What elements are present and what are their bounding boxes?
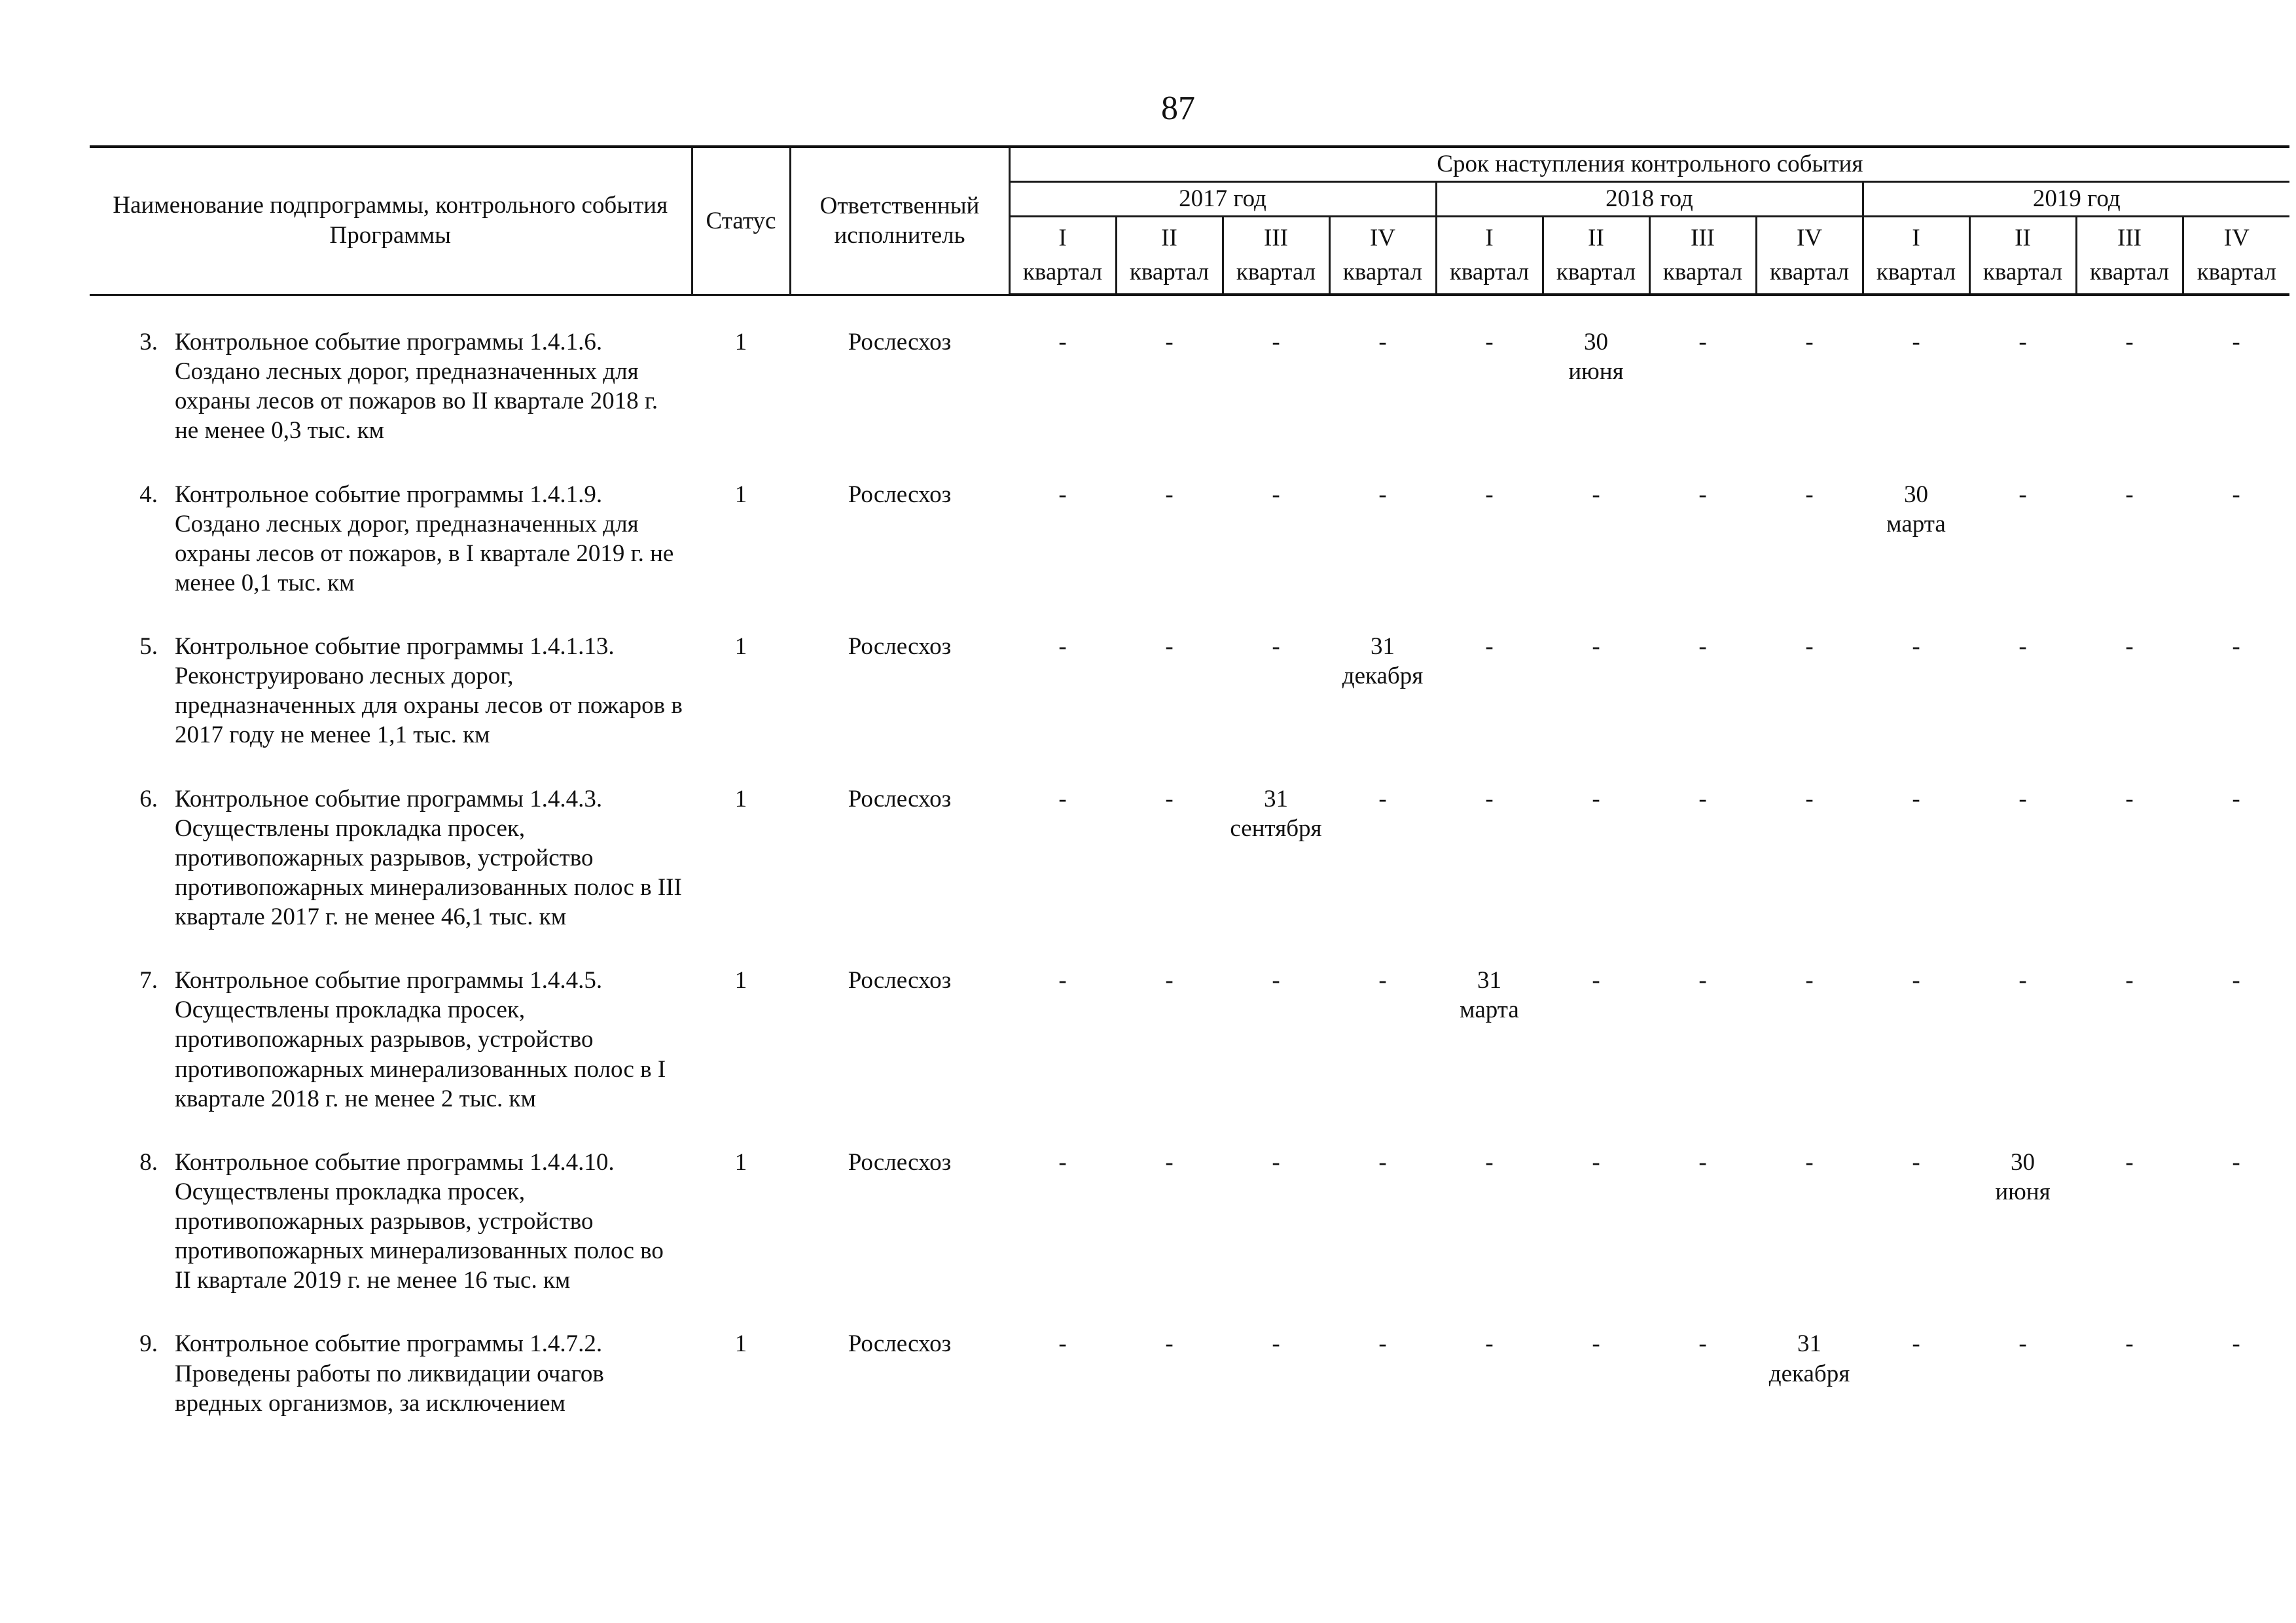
event-name-cell — [90, 966, 692, 1148]
row-number: 3. — [139, 329, 158, 356]
header-quarter-word: квартал — [1969, 255, 2076, 295]
header-quarter-word: квартал — [1543, 255, 1649, 295]
table-body — [90, 295, 2289, 1452]
event-name: Контрольное событие программы 1.4.7.2. Проведены работы по ликвидации очагов вредных организмов, за исключением — [175, 1330, 604, 1417]
executor-cell: Рослесхоз — [848, 329, 952, 356]
empty-dash: - — [2232, 1330, 2240, 1358]
quarter-cell — [2183, 1148, 2289, 1330]
quarter-cell — [1116, 1329, 1223, 1451]
quarter-cell — [2183, 966, 2289, 1148]
row-number: 5. — [139, 633, 158, 660]
empty-dash: - — [1805, 329, 1814, 356]
header-year-2018: 2018 год — [1436, 182, 1863, 217]
status-cell: 1 — [734, 967, 747, 994]
status-cell: 1 — [734, 329, 747, 356]
quarter-cell — [1329, 966, 1436, 1148]
quarter-cell — [1756, 784, 1863, 966]
table-header — [90, 147, 2289, 295]
header-year-2019: 2019 год — [1863, 182, 2289, 217]
quarter-cell — [1436, 327, 1543, 480]
empty-dash: - — [1272, 481, 1280, 508]
quarter-cell — [1756, 632, 1863, 784]
deadline-month: марта — [1460, 996, 1519, 1024]
quarter-cell — [2183, 784, 2289, 966]
table-row — [90, 480, 2289, 632]
quarter-cell — [1009, 1329, 1116, 1451]
status-cell: 1 — [734, 1330, 747, 1358]
empty-dash: - — [2232, 785, 2240, 812]
executor-cell: Рослесхоз — [848, 967, 952, 994]
quarter-cell — [1543, 966, 1649, 1148]
quarter-cell — [1223, 327, 1329, 480]
quarter-cell — [1329, 327, 1436, 480]
empty-dash: - — [2018, 329, 2027, 356]
empty-dash: - — [1058, 481, 1067, 508]
quarter-cell — [1543, 784, 1649, 966]
empty-dash: - — [1058, 967, 1067, 994]
quarter-cell — [1543, 327, 1649, 480]
control-events-table — [90, 145, 2289, 1452]
executor-cell: Рослесхоз — [848, 481, 952, 508]
header-deadline-group: Срок наступления контрольного события — [1009, 147, 2289, 182]
quarter-cell — [2076, 632, 2183, 784]
quarter-cell — [1223, 480, 1329, 632]
empty-dash: - — [1698, 967, 1707, 994]
empty-dash: - — [1485, 1148, 1494, 1176]
deadline-month: декабря — [1768, 1360, 1850, 1387]
empty-dash: - — [2125, 481, 2134, 508]
empty-dash: - — [1378, 1148, 1387, 1176]
header-quarter-number: IV — [2183, 217, 2289, 256]
quarter-cell — [1969, 1148, 2076, 1330]
quarter-cell — [1009, 784, 1116, 966]
empty-dash: - — [2232, 329, 2240, 356]
executor-cell: Рослесхоз — [848, 1330, 952, 1358]
empty-dash: - — [2018, 1330, 2027, 1358]
quarter-cell — [1009, 1148, 1116, 1330]
status-cell: 1 — [734, 633, 747, 660]
empty-dash: - — [1485, 633, 1494, 660]
empty-dash: - — [1698, 785, 1707, 812]
quarter-cell — [1969, 966, 2076, 1148]
header-quarter-word: квартал — [1649, 255, 1756, 295]
deadline-month: июня — [1568, 358, 1624, 386]
header-quarter-word: квартал — [1223, 255, 1329, 295]
event-name: Контрольное событие программы 1.4.4.5. Осуществлены прокладка просек, противопожарных разрывов, устройство противопожарных минерализованных полос в I квартале 2018 г. не менее 2 тыс. км — [175, 967, 666, 1112]
quarter-cell — [1223, 1148, 1329, 1330]
empty-dash: - — [1698, 1148, 1707, 1176]
quarter-cell — [1116, 480, 1223, 632]
empty-dash: - — [1592, 1148, 1600, 1176]
empty-dash: - — [1272, 1330, 1280, 1358]
quarter-cell — [2183, 1329, 2289, 1451]
quarter-cell — [1756, 966, 1863, 1148]
quarter-cell — [1756, 1329, 1863, 1451]
event-name: Контрольное событие программы 1.4.1.6. Создано лесных дорог, предназначенных для охраны лесов от пожаров во II квартале 2018 г. не менее 0,3 тыс. км — [175, 329, 658, 445]
quarter-cell — [1009, 327, 1116, 480]
header-quarter-word: квартал — [1009, 255, 1116, 295]
quarter-cell — [1649, 1329, 1756, 1451]
empty-dash: - — [1805, 967, 1814, 994]
empty-dash: - — [1378, 481, 1387, 508]
empty-dash: - — [1485, 785, 1494, 812]
header-quarter-word: квартал — [1116, 255, 1223, 295]
table-row — [90, 784, 2289, 966]
empty-dash: - — [2018, 967, 2027, 994]
row-number: 7. — [139, 967, 158, 994]
header-quarter-word: квартал — [2183, 255, 2289, 295]
table-row — [90, 632, 2289, 784]
event-name-cell — [90, 784, 692, 966]
empty-dash: - — [2125, 329, 2134, 356]
empty-dash: - — [1805, 1148, 1814, 1176]
row-number: 8. — [139, 1148, 158, 1176]
quarter-cell — [1543, 480, 1649, 632]
quarter-cell — [1649, 966, 1756, 1148]
executor-cell: Рослесхоз — [848, 633, 952, 660]
header-quarter-number: III — [1649, 217, 1756, 256]
quarter-cell — [1649, 632, 1756, 784]
quarter-cell — [1969, 327, 2076, 480]
empty-dash: - — [1165, 1330, 1174, 1358]
header-quarter-number: I — [1009, 217, 1116, 256]
row-number: 4. — [139, 481, 158, 508]
empty-dash: - — [1592, 633, 1600, 660]
quarter-cell — [1436, 632, 1543, 784]
header-quarter-number: II — [1543, 217, 1649, 256]
empty-dash: - — [1058, 329, 1067, 356]
header-quarter-word: квартал — [2076, 255, 2183, 295]
empty-dash: - — [1912, 967, 1920, 994]
quarter-cell — [1649, 1148, 1756, 1330]
header-quarter-number: III — [1223, 217, 1329, 256]
quarter-cell — [1863, 327, 1969, 480]
quarter-cell — [1116, 632, 1223, 784]
header-quarter-number: II — [1116, 217, 1223, 256]
deadline-day: 31 — [1797, 1330, 1821, 1358]
empty-dash: - — [1805, 481, 1814, 508]
empty-dash: - — [1592, 1330, 1600, 1358]
quarter-cell — [1223, 632, 1329, 784]
empty-dash: - — [1912, 1330, 1920, 1358]
quarter-cell — [1969, 784, 2076, 966]
header-quarter-number: II — [1969, 217, 2076, 256]
row-number: 6. — [139, 785, 158, 812]
table-row — [90, 1329, 2289, 1451]
empty-dash: - — [1912, 633, 1920, 660]
deadline-day: 30 — [1584, 329, 1608, 356]
quarter-cell — [1436, 1148, 1543, 1330]
empty-dash: - — [2018, 785, 2027, 812]
deadline-month: сентября — [1230, 814, 1322, 842]
empty-dash: - — [2232, 967, 2240, 994]
empty-dash: - — [1378, 967, 1387, 994]
quarter-cell — [1436, 1329, 1543, 1451]
quarter-cell — [1756, 1148, 1863, 1330]
status-cell: 1 — [734, 785, 747, 812]
quarter-cell — [1863, 1329, 1969, 1451]
quarter-cell — [1863, 480, 1969, 632]
quarter-cell — [2076, 1148, 2183, 1330]
quarter-cell — [2183, 480, 2289, 632]
empty-dash: - — [1592, 785, 1600, 812]
quarter-cell — [1009, 480, 1116, 632]
empty-dash: - — [1912, 785, 1920, 812]
quarter-cell — [1116, 784, 1223, 966]
empty-dash: - — [1592, 481, 1600, 508]
empty-dash: - — [1272, 633, 1280, 660]
event-name-cell — [90, 327, 692, 480]
deadline-day: 31 — [1371, 633, 1395, 660]
empty-dash: - — [1805, 785, 1814, 812]
empty-dash: - — [2232, 1148, 2240, 1176]
empty-dash: - — [1272, 1148, 1280, 1176]
event-name: Контрольное событие программы 1.4.1.9. Создано лесных дорог, предназначенных для охраны лесов от пожаров, в I квартале 2019 г. не менее 0,1 тыс. км — [175, 481, 674, 596]
quarter-cell — [2076, 480, 2183, 632]
deadline-day: 30 — [2011, 1148, 2035, 1176]
quarter-cell — [1543, 1329, 1649, 1451]
empty-dash: - — [1165, 329, 1174, 356]
empty-dash: - — [1912, 329, 1920, 356]
header-quarter-number: IV — [1329, 217, 1436, 256]
empty-dash: - — [2125, 633, 2134, 660]
empty-dash: - — [1698, 329, 1707, 356]
header-name: Наименование подпрограммы, контрольного события Программы — [90, 147, 692, 295]
quarter-cell — [1969, 480, 2076, 632]
executor-cell: Рослесхоз — [848, 1148, 952, 1176]
deadline-month: марта — [1886, 510, 1946, 538]
quarter-cell — [1756, 327, 1863, 480]
page-number: 87 — [1161, 90, 1195, 127]
quarter-cell — [1329, 480, 1436, 632]
quarter-cell — [1436, 784, 1543, 966]
header-quarter-word: квартал — [1436, 255, 1543, 295]
empty-dash: - — [1165, 633, 1174, 660]
quarter-cell — [1969, 1329, 2076, 1451]
quarter-cell — [1009, 632, 1116, 784]
event-name-cell — [90, 1329, 692, 1451]
quarter-cell — [2076, 966, 2183, 1148]
empty-dash: - — [1058, 1148, 1067, 1176]
quarter-cell — [2183, 327, 2289, 480]
event-name-cell — [90, 632, 692, 784]
empty-dash: - — [2125, 967, 2134, 994]
quarter-cell — [1756, 480, 1863, 632]
header-quarter-number: I — [1436, 217, 1543, 256]
quarter-cell — [2183, 632, 2289, 784]
empty-dash: - — [1698, 633, 1707, 660]
quarter-cell — [1009, 966, 1116, 1148]
table-row — [90, 966, 2289, 1148]
executor-cell: Рослесхоз — [848, 785, 952, 812]
row-number: 9. — [139, 1330, 158, 1358]
quarter-cell — [1329, 632, 1436, 784]
empty-dash: - — [2125, 785, 2134, 812]
header-executor: Ответственный исполнитель — [790, 147, 1009, 295]
empty-dash: - — [1272, 329, 1280, 356]
quarter-cell — [1863, 966, 1969, 1148]
empty-dash: - — [1378, 785, 1387, 812]
empty-dash: - — [1485, 1330, 1494, 1358]
empty-dash: - — [1698, 1330, 1707, 1358]
quarter-cell — [1969, 632, 2076, 784]
quarter-cell — [1436, 966, 1543, 1148]
quarter-cell — [1223, 966, 1329, 1148]
empty-dash: - — [1378, 1330, 1387, 1358]
quarter-cell — [1329, 1329, 1436, 1451]
header-quarter-number: III — [2076, 217, 2183, 256]
empty-dash: - — [1912, 1148, 1920, 1176]
quarter-cell — [2076, 784, 2183, 966]
empty-dash: - — [2018, 481, 2027, 508]
empty-dash: - — [1698, 481, 1707, 508]
header-quarter-word: квартал — [1863, 255, 1969, 295]
deadline-month: декабря — [1342, 663, 1424, 690]
quarter-cell — [1329, 784, 1436, 966]
empty-dash: - — [1378, 329, 1387, 356]
quarter-cell — [1863, 1148, 1969, 1330]
quarter-cell — [1863, 784, 1969, 966]
quarter-cell — [1863, 632, 1969, 784]
event-name: Контрольное событие программы 1.4.1.13. Реконструировано лесных дорог, предназначенных для охраны лесов от пожаров в 2017 году не менее 1,1 тыс. км — [175, 633, 683, 749]
table-row — [90, 1148, 2289, 1330]
empty-dash: - — [1058, 1330, 1067, 1358]
event-name: Контрольное событие программы 1.4.4.3. Осуществлены прокладка просек, противопожарных разрывов, устройство противопожарных минерализованных полос в III квартале 2017 г. не менее 46,1 тыс. км — [175, 785, 682, 930]
deadline-month: июня — [1995, 1178, 2051, 1205]
header-quarter-word: квартал — [1329, 255, 1436, 295]
quarter-cell — [1116, 966, 1223, 1148]
header-quarter-word: квартал — [1756, 255, 1863, 295]
header-quarter-number: I — [1863, 217, 1969, 256]
quarter-cell — [2076, 1329, 2183, 1451]
quarter-cell — [1543, 632, 1649, 784]
status-cell: 1 — [734, 481, 747, 508]
empty-dash: - — [1165, 785, 1174, 812]
quarter-cell — [1223, 1329, 1329, 1451]
empty-dash: - — [2018, 633, 2027, 660]
quarter-cell — [1436, 480, 1543, 632]
empty-dash: - — [1165, 1148, 1174, 1176]
empty-dash: - — [1805, 633, 1814, 660]
quarter-cell — [1649, 480, 1756, 632]
event-name: Контрольное событие программы 1.4.4.10. Осуществлены прокладка просек, противопожарных разрывов, устройство противопожарных минерализованных полос во II квартале 2019 г. не менее 16 тыс. км — [175, 1148, 664, 1294]
quarter-cell — [1649, 327, 1756, 480]
header-year-2017: 2017 год — [1009, 182, 1436, 217]
empty-dash: - — [1592, 967, 1600, 994]
empty-dash: - — [1165, 481, 1174, 508]
event-name-cell — [90, 1148, 692, 1330]
empty-dash: - — [1058, 785, 1067, 812]
quarter-cell — [1543, 1148, 1649, 1330]
deadline-day: 31 — [1477, 967, 1501, 994]
event-name-cell — [90, 480, 692, 632]
empty-dash: - — [2125, 1148, 2134, 1176]
quarter-cell — [1649, 784, 1756, 966]
empty-dash: - — [1485, 481, 1494, 508]
header-status: Статус — [692, 147, 790, 295]
deadline-day: 31 — [1264, 785, 1288, 812]
quarter-cell — [1116, 1148, 1223, 1330]
empty-dash: - — [1165, 967, 1174, 994]
quarter-cell — [2076, 327, 2183, 480]
deadline-day: 30 — [1904, 481, 1928, 508]
quarter-cell — [1329, 1148, 1436, 1330]
quarter-cell — [1116, 327, 1223, 480]
status-cell: 1 — [734, 1148, 747, 1176]
empty-dash: - — [2232, 481, 2240, 508]
header-quarter-number: IV — [1756, 217, 1863, 256]
empty-dash: - — [1485, 329, 1494, 356]
empty-dash: - — [2125, 1330, 2134, 1358]
empty-dash: - — [2232, 633, 2240, 660]
table-row — [90, 327, 2289, 480]
quarter-cell — [1223, 784, 1329, 966]
empty-dash: - — [1272, 967, 1280, 994]
empty-dash: - — [1058, 633, 1067, 660]
